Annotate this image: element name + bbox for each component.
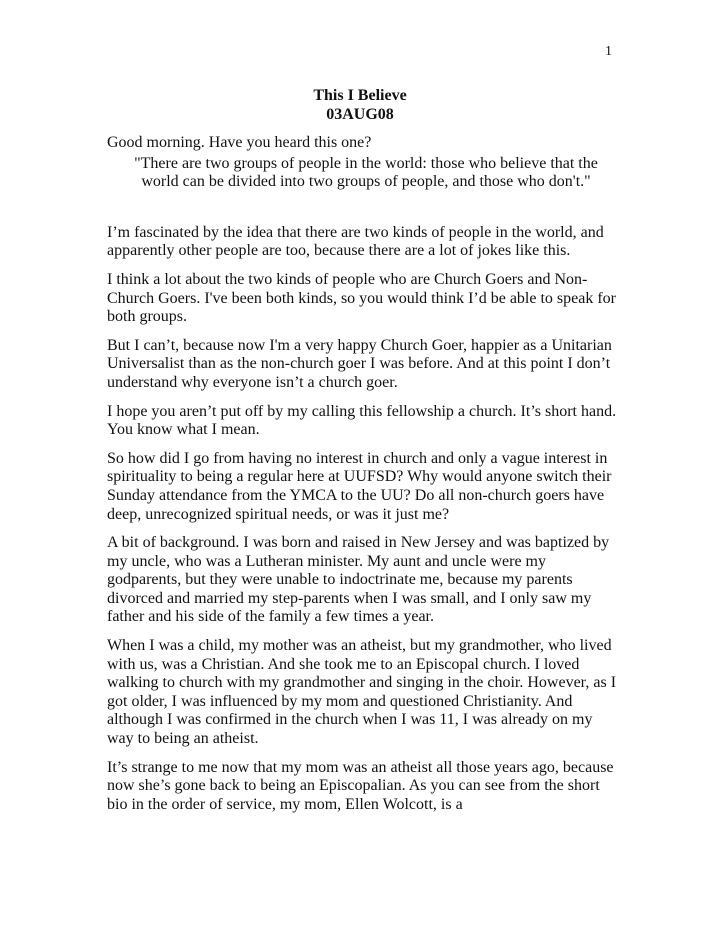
title-block	[0, 86, 720, 124]
paragraph: When I was a child, my mother was an atheist, but my grandmother, who lived with us, was a Christian. And she took me to an Episcopal church. I loved walking to church with my grandmother and singing in the choir. However, as I got older, I was influenced by my mom and questioned Christianity. And although I was confirmed in the church when I was 11, I was already on my way to being an atheist.	[107, 637, 617, 748]
paragraph: I think a lot about the two kinds of people who are Church Goers and Non-Church Goers. I've been both kinds, so you would think I’d be able to speak for both groups.	[107, 270, 616, 326]
paragraph: A bit of background. I was born and raised in New Jersey and was baptized by my uncle, who was a Lutheran minister. My aunt and uncle were my godparents, but they were unable to indoctrinate me, because my parents divorced and married my step-parents when I was small, and I only saw my father and his side of the family a few times a year.	[107, 534, 610, 626]
document-body	[107, 134, 617, 824]
quote: "There are two groups of people in the world: those who believe that the world can be divided into two groups of people, and those who don't."	[134, 154, 598, 191]
paragraph: I’m fascinated by the idea that there are two kinds of people in the world, and apparently other people are too, because there are a lot of jokes like this.	[107, 223, 604, 260]
greeting: Good morning. Have you heard this one?	[107, 134, 372, 151]
document-date: 03AUG08	[326, 106, 394, 123]
paragraph: But I can’t, because now I'm a very happy Church Goer, happier as a Unitarian Universalist than as the non-church goer I was before. And at this point I don’t understand why everyone isn’t a church goer.	[107, 336, 612, 391]
spacer	[107, 202, 617, 224]
document-title: This I Believe	[313, 87, 407, 104]
paragraph: So how did I go from having no interest in church and only a vague interest in spirituality to being a regular here at UUFSD? Why would anyone switch their Sunday attendance from the YMCA to the UU? Do all non-church goers have deep, unrecognized spiritual needs, or was it just me?	[107, 449, 612, 523]
paragraph: It’s strange to me now that my mom was an atheist all those years ago, because now she’s gone back to being an Episcopalian. As you can see from the short bio in the order of service, my mom, Ellen Wolcott, is a	[107, 758, 614, 813]
paragraph: I hope you aren’t put off by my calling this fellowship a church. It’s short hand. You know what I mean.	[107, 402, 617, 439]
page-number: 1	[605, 44, 612, 59]
